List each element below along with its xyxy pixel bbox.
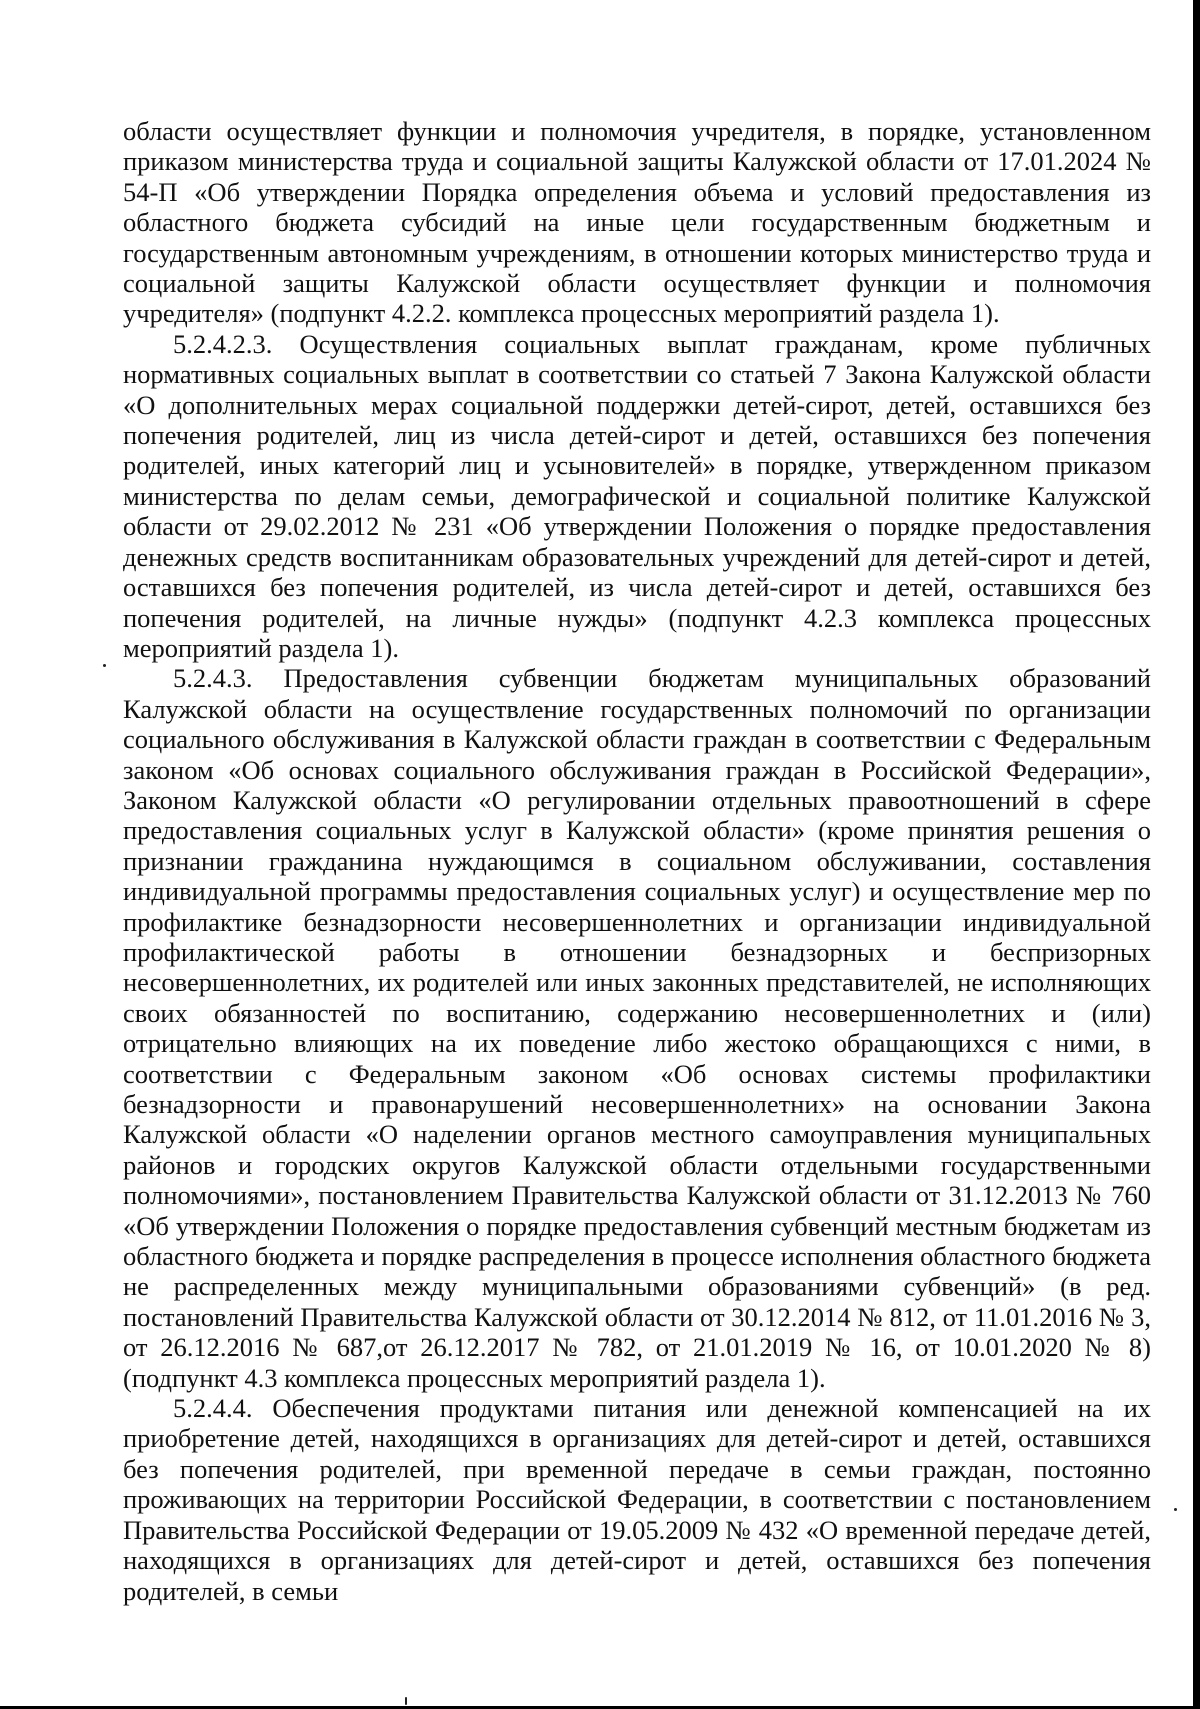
paragraph-continuation: области осуществляет функции и полномочия учредителя, в порядке, установленном приказом министерства труда и социальной защиты Калужской области от 17.01.2024 № 54-П «Об утверждении Порядка определения объема и условий предоставления из областного бюджета субсидий на иные цели государственным бюджетным и государственным автономным учреждениям, в отношении которых министерство труда и социальной защиты Калужской области осуществляет функции и полномочия учредителя» (подпункт 4.2.2. комплекса процессных мероприятий раздела 1). <box>123 116 1151 329</box>
paragraph-5-2-4-2-3: 5.2.4.2.3. Осуществления социальных выплат гражданам, кроме публичных нормативных социальных выплат в соответствии со статьей 7 Закона Калужской области «О дополнительных мерах социальной поддержки детей-сирот, детей, оставшихся без попечения родителей, лиц из числа детей-сирот и детей, оставшихся без попечения родителей, иных категорий лиц и усыновителей» в порядке, утвержденном приказом министерства по делам семьи, демографической и социальной политике Калужской области от 29.02.2012 № 231 «Об утверждении Положения о порядке предоставления денежных средств воспитанникам образовательных учреждений для детей-сирот и детей, оставшихся без попечения родителей, из числа детей-сирот и детей, оставшихся без попечения родителей, на личные нужды» (подпункт 4.2.3 комплекса процессных мероприятий раздела 1). <box>123 328 1151 663</box>
paragraph-5-2-4-4: 5.2.4.4. Обеспечения продуктами питания или денежной компенсацией на их приобретение детей, находящихся в организациях для детей-сирот и детей, оставшихся без попечения родителей, при временной передаче в семьи граждан, постоянно проживающих на территории Российской Федерации, в соответствии с постановлением Правительства Российской Федерации от 19.05.2009 № 432 «О временной передаче детей, находящихся в организациях для детей-сирот и детей, оставшихся без попечения родителей, в семьи <box>123 1393 1151 1606</box>
paragraph-5-2-4-3: 5.2.4.3. Предоставления субвенции бюджетам муниципальных образований Калужской области на осуществление государственных полномочий по организации социального обслуживания в Калужской области граждан в соответствии с Федеральным законом «Об основах социального обслуживания граждан в Российской Федерации», Законом Калужской области «О регулировании отдельных правоотношений в сфере предоставления социальных услуг в Калужской области» (кроме принятия решения о признании гражданина нуждающимся в социальном обслуживании, составления индивидуальной программы предоставления социальных услуг) и осуществление мер по профилактике безнадзорности несовершеннолетних и организации индивидуальной профилактической работы в отношении безнадзорных и беспризорных несовершеннолетних, их родителей или иных законных представителей, не исполняющих своих обязанностей по воспитанию, содержанию несовершеннолетних и (или) отрицательно влияющих на их поведение либо жестоко обращающихся с ними, в соответствии с Федеральным законом «Об основах системы профилактики безнадзорности и правонарушений несовершеннолетних» на основании Закона Калужской области «О наделении органов местного самоуправления муниципальных районов и городских округов Калужской области отдельными государственными полномочиями», постановлением Правительства Калужской области от 31.12.2013 № 760 «Об утверждении Положения о порядке предоставления субвенций местным бюджетам из областного бюджета и порядке распределения в процессе исполнения областного бюджета не распределенных между муниципальными образованиями субвенций» (в ред. постановлений Правительства Калужской области от 30.12.2014 № 812, от 11.01.2016 № 3, от 26.12.2016 № 687,от 26.12.2017 № 782, от 21.01.2019 № 16, от 10.01.2020 № 8) (подпункт 4.3 комплекса процессных мероприятий раздела 1). <box>123 663 1151 1393</box>
scan-speck-left <box>103 664 106 667</box>
document-page <box>123 116 1151 1606</box>
scan-speck-right <box>1174 1508 1177 1511</box>
scan-right-border <box>1193 0 1200 1709</box>
scan-speck-bottom <box>405 1697 407 1705</box>
